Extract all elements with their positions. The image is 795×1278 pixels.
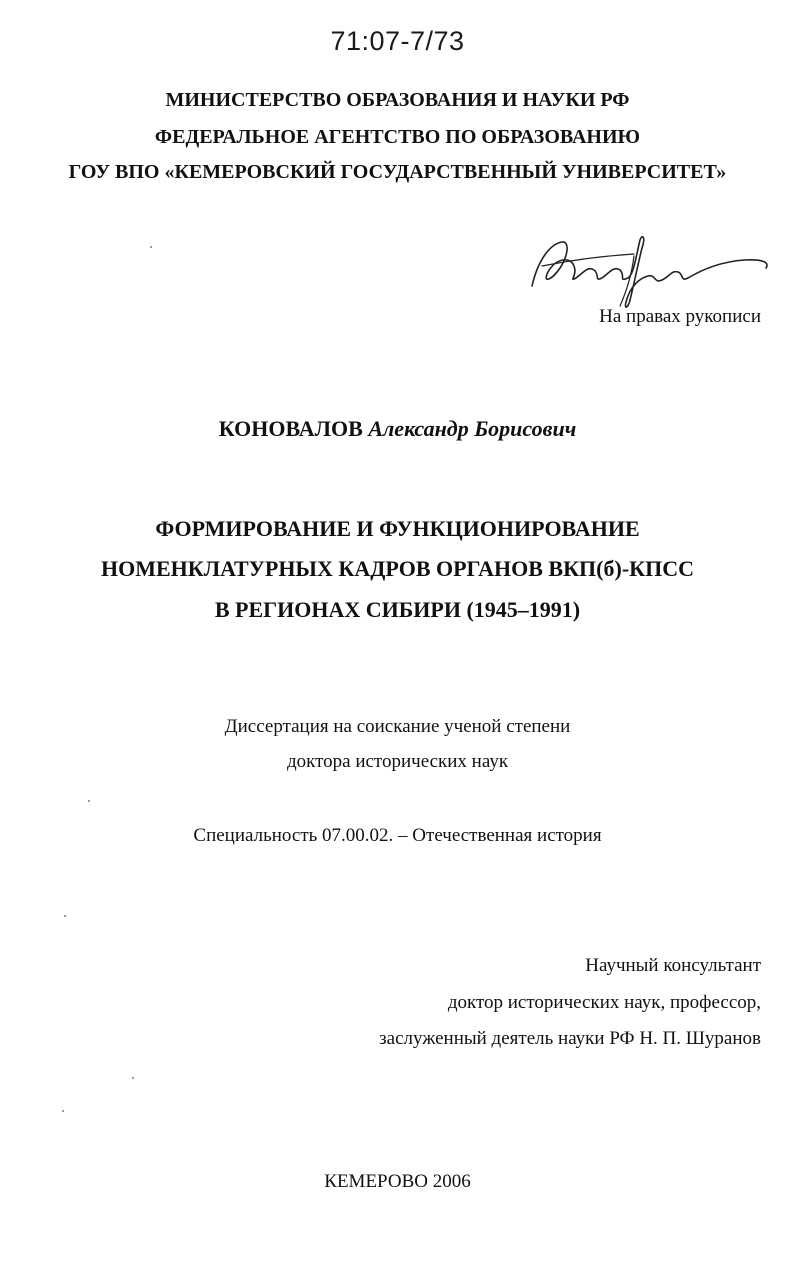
city-year: КЕМЕРОВО 2006 — [324, 1171, 471, 1192]
degree-line-2: доктора исторических наук — [286, 751, 509, 772]
archive-stamp-number: 71:07-7/73 — [330, 26, 465, 56]
agency-name: ФЕДЕРАЛЬНОЕ АГЕНТСТВО ПО ОБРАЗОВАНИЮ — [154, 126, 641, 148]
scan-speck — [62, 1110, 64, 1112]
author-signature — [522, 226, 774, 318]
scan-speck — [88, 800, 90, 802]
dissertation-title-line-2: НОМЕНКЛАТУРНЫХ КАДРОВ ОРГАНОВ ВКП(б)-КПСС — [100, 556, 694, 581]
dissertation-title-line-1: ФОРМИРОВАНИЕ И ФУНКЦИОНИРОВАНИЕ — [155, 516, 640, 541]
consultant-name: заслуженный деятель науки РФ Н. П. Шуранов — [379, 1028, 761, 1049]
dissertation-title-line-3: В РЕГИОНАХ СИБИРИ (1945–1991) — [214, 597, 581, 622]
author-name — [0, 416, 795, 442]
university-name: ГОУ ВПО «КЕМЕРОВСКИЙ ГОСУДАРСТВЕННЫЙ УНИВЕРСИТЕТ» — [68, 161, 727, 183]
consultant-heading: Научный консультант — [585, 955, 761, 976]
author-surname: КОНОВАЛОВ — [218, 416, 363, 441]
specialty: Специальность 07.00.02. – Отечественная история — [193, 825, 602, 846]
scan-speck — [64, 915, 66, 917]
scan-speck — [150, 246, 152, 248]
scan-speck — [132, 1077, 134, 1079]
ministry-name: МИНИСТЕРСТВО ОБРАЗОВАНИЯ И НАУКИ РФ — [165, 89, 630, 111]
degree-line-1: Диссертация на соискание ученой степени — [224, 716, 571, 737]
author-given-names: Александр Борисович — [368, 416, 577, 441]
consultant-degree: доктор исторических наук, профессор, — [447, 992, 761, 1013]
manuscript-rights-note: На правах рукописи — [599, 306, 761, 327]
